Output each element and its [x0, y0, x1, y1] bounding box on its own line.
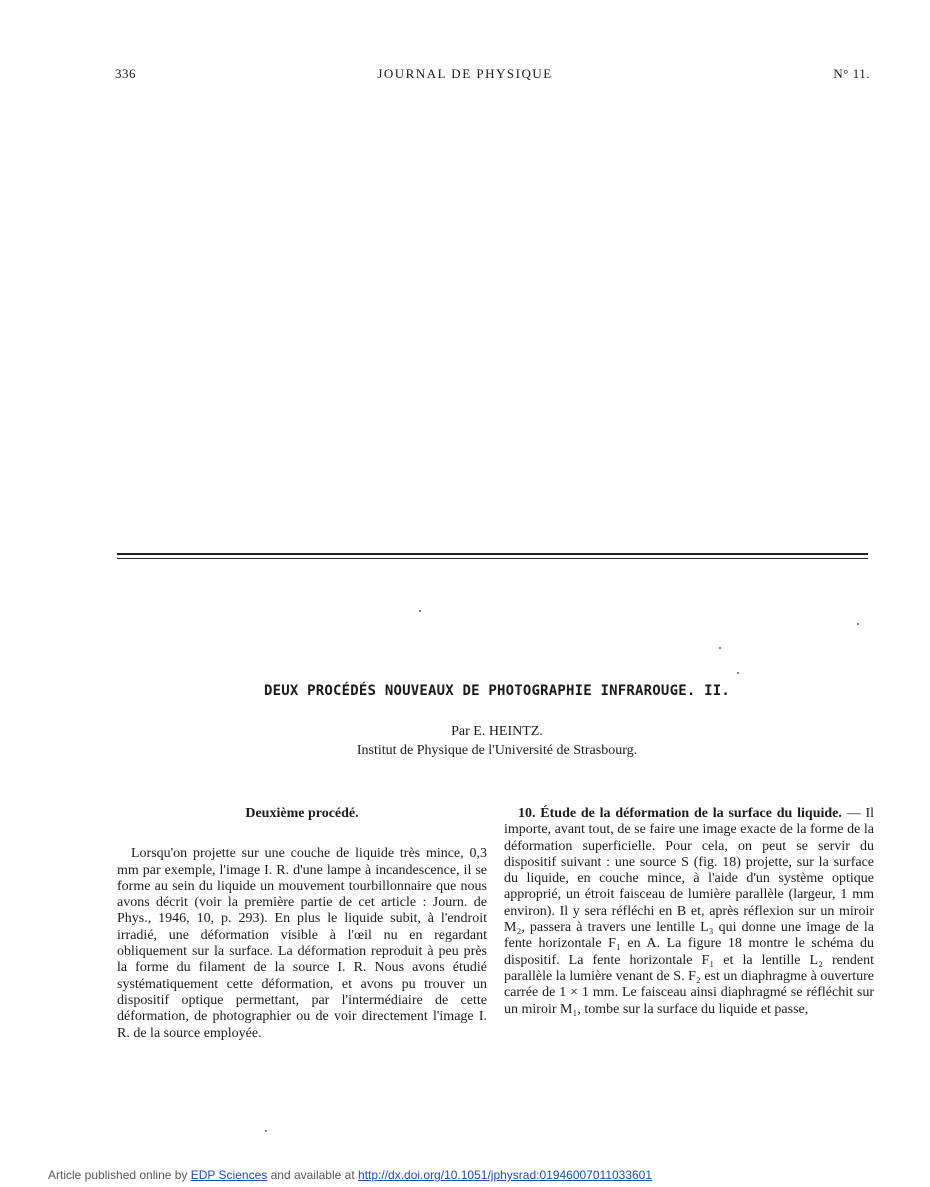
section-number: 10.	[518, 806, 536, 821]
section-heading: Deuxième procédé.	[245, 806, 359, 821]
article-title: DEUX PROCÉDÉS NOUVEAUX DE PHOTOGRAPHIE INFRAROUGE. II.	[264, 683, 730, 699]
section-text: — Il importe, avant tout, de se faire une image exacte de la forme de la déformation superficielle. Pour cela, on peut se servir du dispositif suivant : une source S (fig. 18) projette, sur la surface du liquide, en couche mince, à l'aide d'un système optique approprié, un étroit faisceau de lumière parallèle (largeur, 1 mm environ). Il y sera réfléchi en B et, après réflexion sur un miroir M₂, passera à travers une lentille L₃ qui donne une image de la fente horizontale F₁ en A. La figure 18 montre le schéma du dispositif. La fente horizontale F₁ et la lentille L₂ rendent parallèle la lumière venant de S. F₂ est un diaphragme à ouverture carrée de 1 × 1 mm. Le faisceau ainsi diaphragmé se réfléchit sur un miroir M₁, tombe sur la surface du liquide et passe,	[504, 806, 875, 1017]
scan-speck	[419, 610, 421, 612]
footer-middle: and available at	[270, 1168, 355, 1182]
right-column	[504, 806, 874, 1018]
section-title: Étude de la déformation de la surface du liquide.	[540, 806, 842, 821]
scan-speck	[265, 1130, 267, 1132]
scan-speck	[857, 623, 859, 625]
footer	[48, 1168, 652, 1182]
left-column	[117, 806, 487, 1042]
article-affiliation: Institut de Physique de l'Université de Strasbourg.	[356, 743, 638, 758]
issue-number: N° 11.	[833, 66, 870, 81]
scan-speck	[719, 647, 721, 649]
page-number: 336	[115, 66, 136, 81]
doi-link[interactable]: http://dx.doi.org/10.1051/jphysrad:01946007011033601	[358, 1168, 653, 1182]
article-author: Par E. HEINTZ.	[451, 724, 543, 739]
publisher-link[interactable]: EDP Sciences	[190, 1168, 268, 1182]
journal-name: JOURNAL DE PHYSIQUE	[377, 66, 553, 81]
left-paragraph: Lorsqu'on projette sur une couche de liquide très mince, 0,3 mm par exemple, l'image I. R. d'une lampe à incandescence, il se forme au sein du liquide un mouvement tourbillonnaire que nous avons décrit (voir la première partie de cet article : Journ. de Phys., 1946, 10, p. 293). En plus le liquide subit, à l'endroit irradié, une déformation visible à l'œil nu en regardant obliquement sur la surface. La déformation reproduit à peu près la forme du filament de la source I. R. Nous avons étudié systématiquement cette déformation, et avons pu trouver un dispositif optique permettant, par l'intermédiaire de cette déformation, de photographier ou de voir directement l'image I. R. de la source employée.	[117, 846, 487, 1041]
separator-rule-thick	[117, 553, 868, 555]
right-paragraph	[504, 806, 874, 1018]
separator-rule-thin	[117, 558, 868, 559]
footer-prefix: Article published online by	[48, 1168, 188, 1182]
scan-speck	[737, 672, 739, 674]
